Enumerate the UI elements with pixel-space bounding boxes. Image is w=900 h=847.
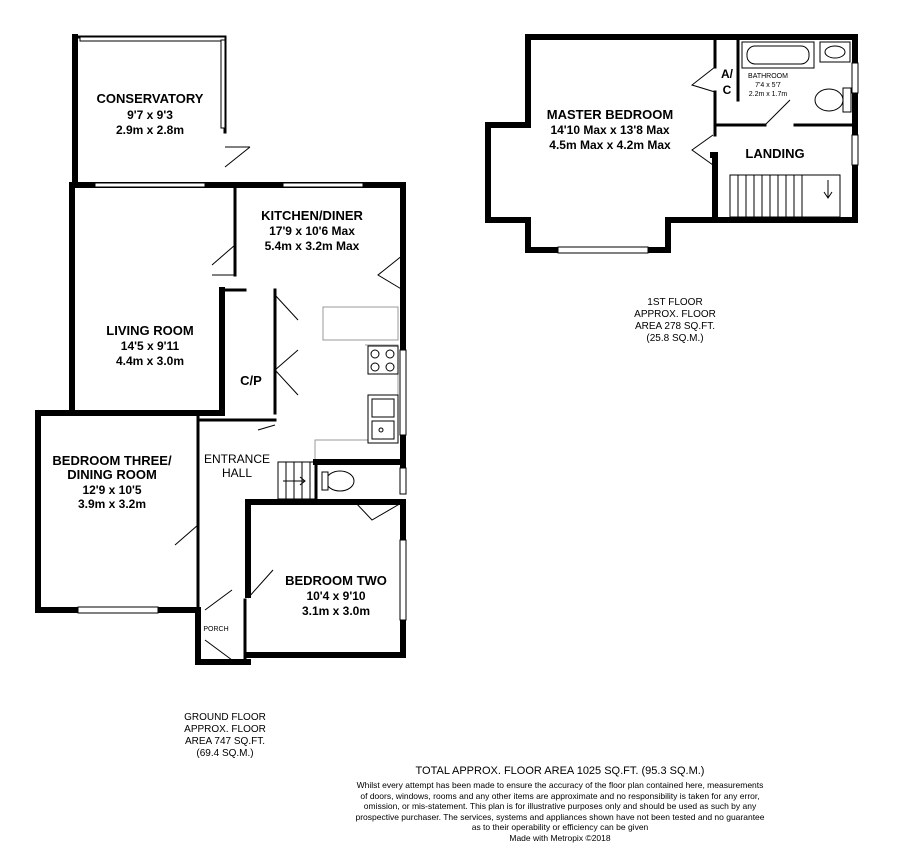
bedroom-three-door xyxy=(175,525,198,565)
kitchen-dim-imperial: 17'9 x 10'6 Max xyxy=(269,224,355,238)
bathroom-door xyxy=(765,100,790,125)
ground-floor-area-line: APPROX. FLOOR xyxy=(184,724,266,735)
cupboard-door-mid xyxy=(275,350,298,370)
bedroom-three-label-2: DINING ROOM xyxy=(67,467,157,482)
disclaimer-line: prospective purchaser. The services, systems and appliances shown have not been tested and no guarantee xyxy=(355,811,765,822)
bedroom-two-label: BEDROOM TWO xyxy=(285,573,387,588)
conservatory-label: CONSERVATORY xyxy=(96,91,204,106)
kitchen-worktop xyxy=(323,307,398,340)
cupboard-walls xyxy=(222,290,275,413)
hall-walls xyxy=(198,413,275,640)
entrance-hall-label-1: ENTRANCE xyxy=(203,452,271,466)
ground-floor-area-line: GROUND FLOOR xyxy=(184,712,266,723)
airing-cupboard-label-2: C xyxy=(722,83,732,97)
bedroom-three-dim-imperial: 12'9 x 10'5 xyxy=(82,483,142,497)
disclaimer-line: Whilst every attempt has been made to ensure the accuracy of the floor plan contained here, measurements xyxy=(356,780,764,790)
bedroom-two-door xyxy=(248,570,273,598)
first-floor-area-line: 1ST FLOOR xyxy=(647,297,703,308)
master-bedroom-dim-metric: 4.5m Max x 4.2m Max xyxy=(549,138,671,152)
bedroom-three-window xyxy=(78,607,158,613)
bedroom-three-label-1: BEDROOM THREE/ xyxy=(52,453,172,468)
first-floor-area-note xyxy=(595,297,755,345)
landing-window xyxy=(852,135,858,165)
ground-floor-plan xyxy=(38,37,406,662)
bathroom-label: BATHROOM xyxy=(748,73,788,80)
bedroom-two-dim-metric: 3.1m x 3.0m xyxy=(301,604,371,618)
first-floor-area-line: (25.8 SQ.M.) xyxy=(646,333,704,344)
wc-room xyxy=(316,462,406,520)
kitchen-door-living xyxy=(212,245,235,275)
bathroom-dim-metric: 2.2m x 1.7m xyxy=(748,91,788,98)
conservatory-window-top xyxy=(80,37,225,41)
master-bedroom-dim-imperial: 14'10 Max x 13'8 Max xyxy=(550,123,670,137)
living-room-dim-metric: 4.4m x 3.0m xyxy=(115,354,185,368)
bathroom-window xyxy=(852,63,858,93)
landing-label: LANDING xyxy=(745,146,805,161)
stairs-ground xyxy=(278,462,316,499)
living-room-walls xyxy=(72,185,222,413)
bedroom-three-dim-metric: 3.9m x 3.2m xyxy=(77,497,147,511)
hob xyxy=(368,346,398,374)
ground-floor-area-line: AREA 747 SQ.FT. xyxy=(184,736,266,747)
ground-floor-area-note xyxy=(150,712,300,760)
airing-cupboard-label-1: A/ xyxy=(721,67,733,81)
disclaimer xyxy=(330,780,790,843)
first-floor-walls xyxy=(488,37,855,250)
porch-label: PORCH xyxy=(203,626,229,633)
kitchen-dim-metric: 5.4m x 3.2m Max xyxy=(264,239,360,253)
disclaimer-line: omission, or mis-statement. This plan is for illustrative purposes only and should be used as such by any xyxy=(363,801,757,811)
conservatory-dim-metric: 2.9m x 2.8m xyxy=(115,123,185,137)
cupboard-door-top xyxy=(275,295,298,320)
disclaimer-line: as to their operability or efficiency can be given xyxy=(471,822,649,832)
basin xyxy=(820,42,850,62)
bath xyxy=(742,42,814,68)
conservatory-dim-imperial: 9'7 x 9'3 xyxy=(127,108,173,122)
entrance-hall-label-2: HALL xyxy=(221,466,253,480)
stairs-first xyxy=(730,175,840,217)
disclaimer-credit: Made with Metropix ©2018 xyxy=(509,832,611,843)
kitchen-door-right xyxy=(378,255,403,290)
master-bedroom-window xyxy=(558,247,648,253)
first-floor-area-line: APPROX. FLOOR xyxy=(634,309,716,320)
cupboard-label: C/P xyxy=(240,373,262,388)
cupboard-door-bottom xyxy=(275,370,298,395)
toilet xyxy=(815,88,851,112)
sliding-doors xyxy=(95,183,205,187)
master-bedroom-door xyxy=(692,135,713,165)
living-room-dim-imperial: 14'5 x 9'11 xyxy=(120,339,180,353)
first-floor-area-line: AREA 278 SQ.FT. xyxy=(634,321,716,332)
airing-cupboard-door xyxy=(692,67,715,92)
disclaimer-line: of doors, windows, rooms and any other items are approximate and no responsibility is taken for any error, xyxy=(360,790,760,801)
ground-floor-area-line: (69.4 SQ.M.) xyxy=(196,748,254,759)
master-bedroom-label: MASTER BEDROOM xyxy=(546,107,674,122)
sink xyxy=(368,395,398,443)
bedroom-two-window xyxy=(400,540,406,620)
bathroom-dim-imperial: 7'4 x 5'7 xyxy=(755,82,781,89)
total-floor-area: TOTAL APPROX. FLOOR AREA 1025 SQ.FT. (95.3 SQ.M.) xyxy=(415,765,705,777)
living-room-label: LIVING ROOM xyxy=(106,323,194,338)
kitchen-label: KITCHEN/DINER xyxy=(261,208,363,223)
kitchen-window-top xyxy=(283,183,363,187)
conservatory-window-side xyxy=(221,40,225,128)
first-floor-plan xyxy=(488,37,858,253)
bedroom-two-dim-imperial: 10'4 x 9'10 xyxy=(306,589,366,603)
conservatory-door xyxy=(225,147,250,167)
kitchen-window-side xyxy=(400,350,406,435)
bedroom-three-walls xyxy=(38,413,198,610)
